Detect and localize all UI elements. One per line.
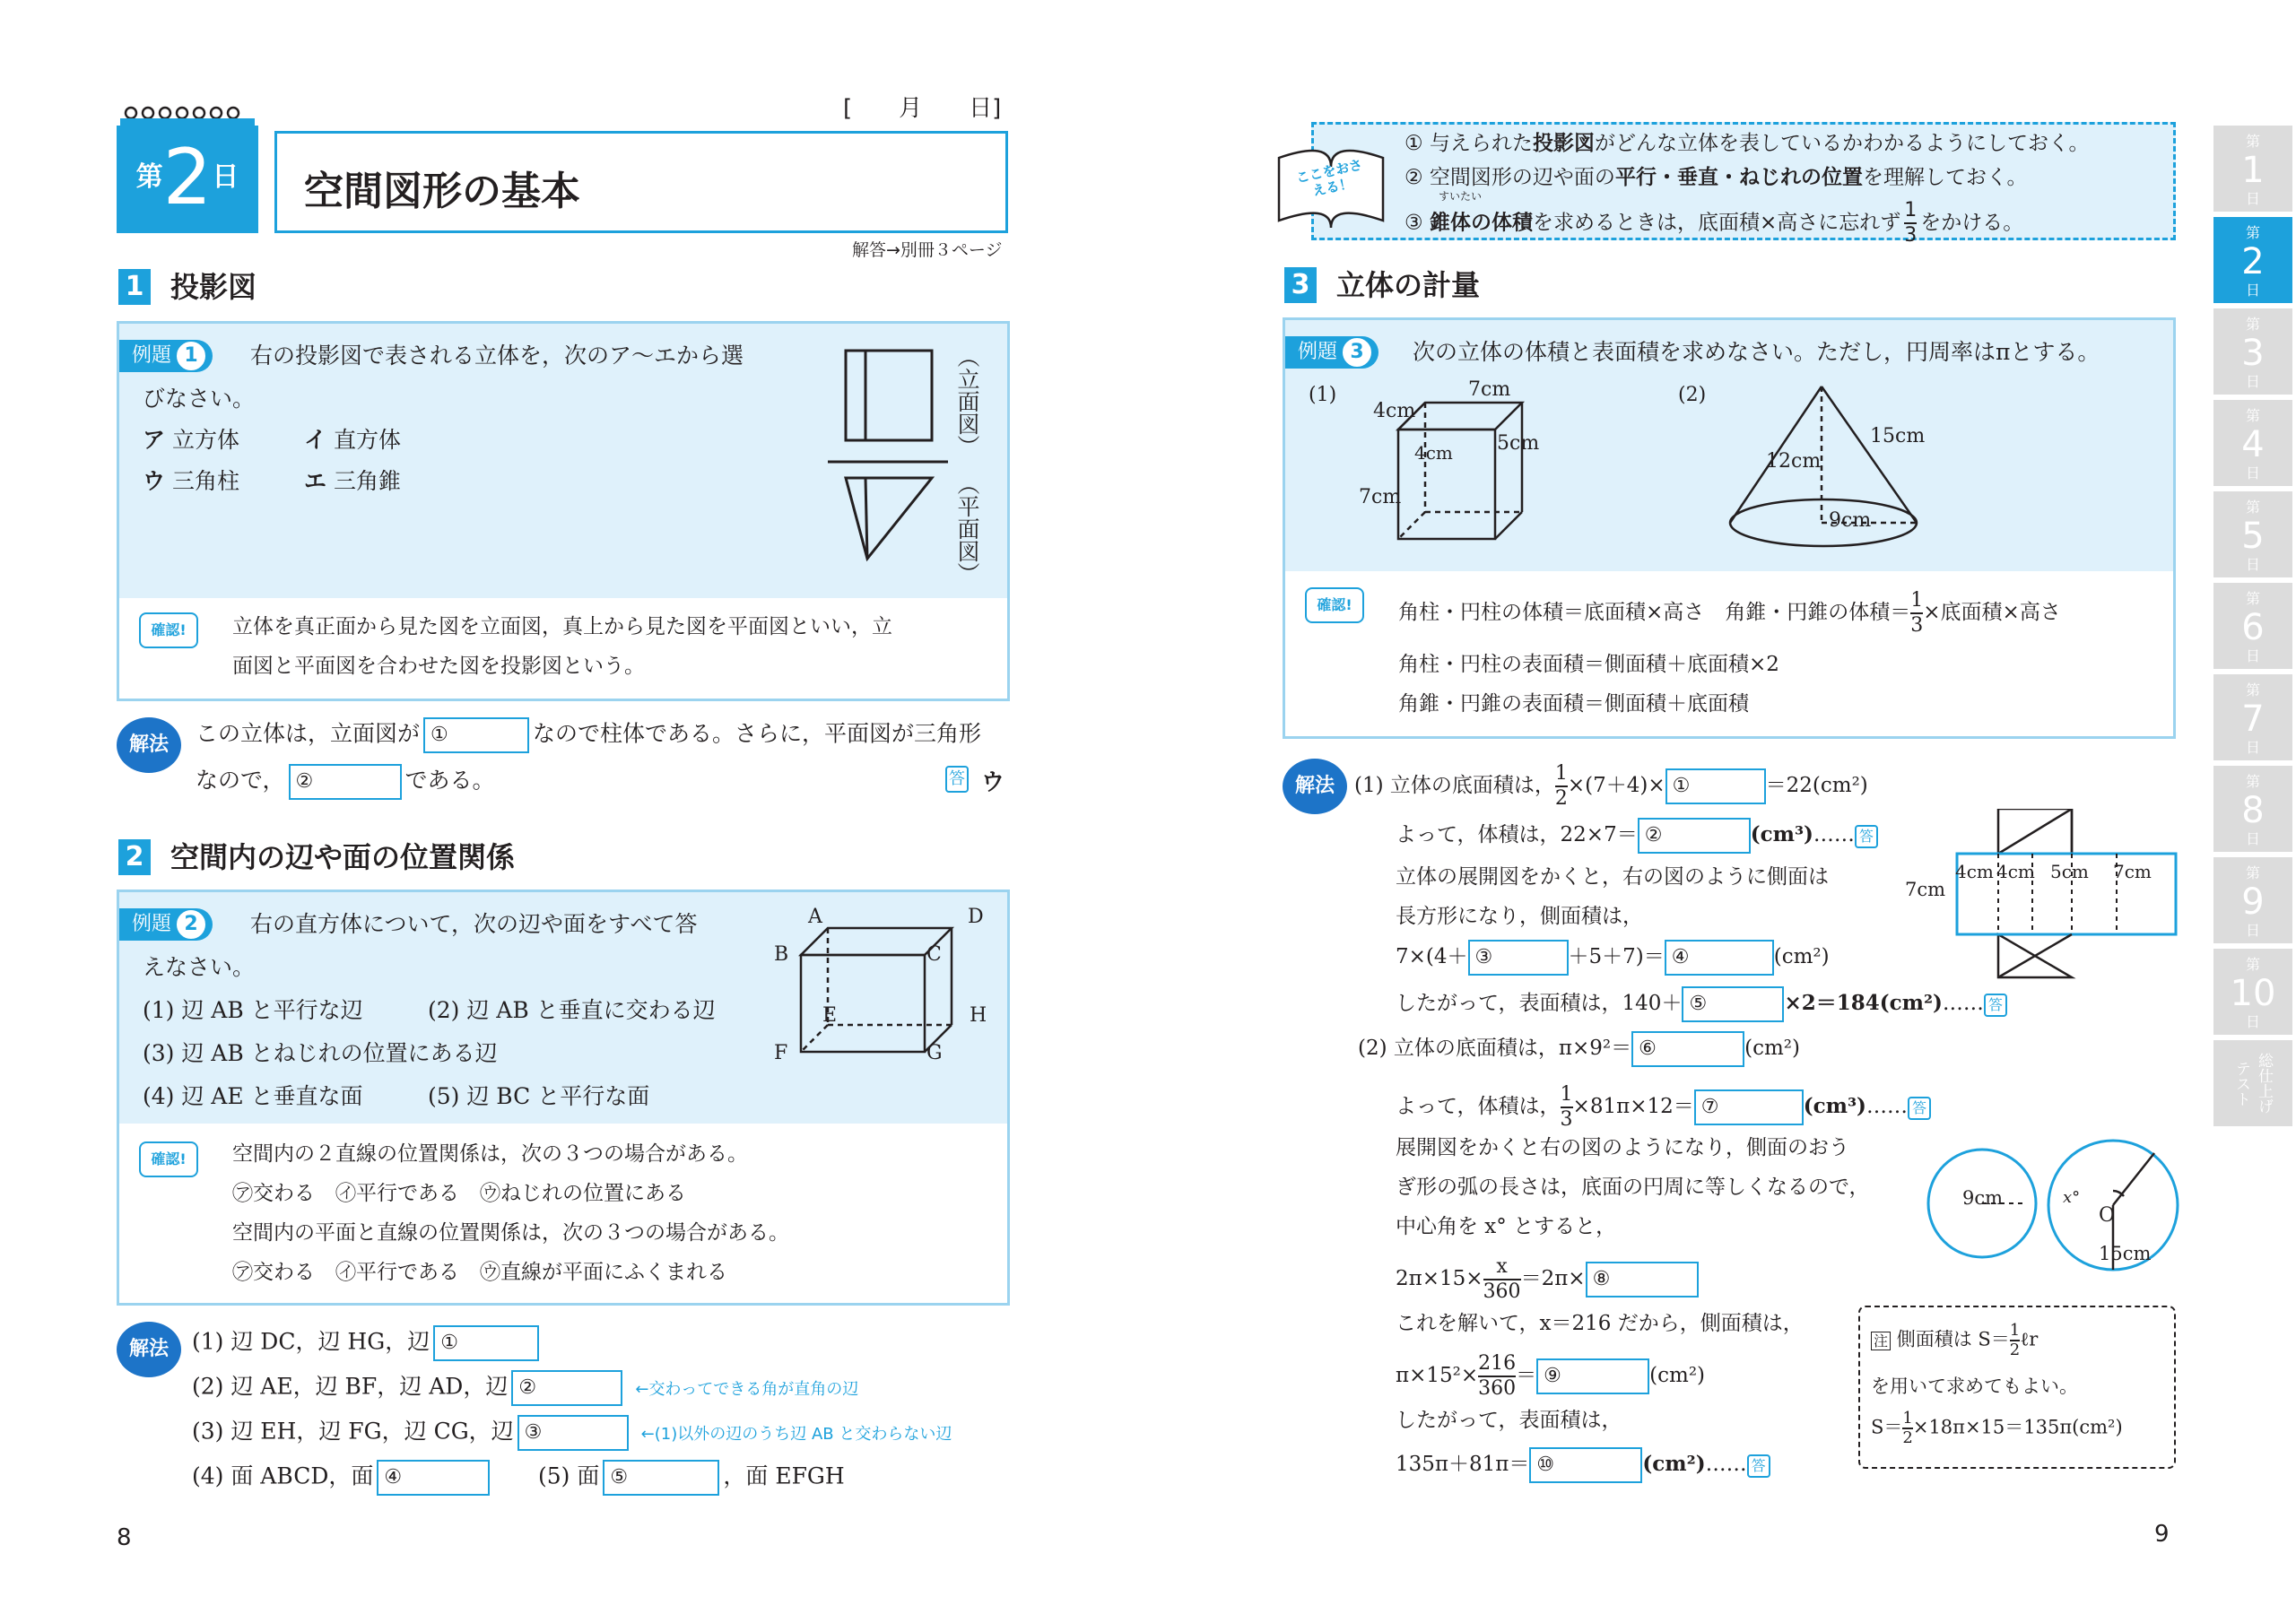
section2-number: 2 xyxy=(118,839,151,875)
example2-tag: 例題 2 xyxy=(119,908,213,941)
example2-box xyxy=(117,890,1010,1306)
cuboid-figure xyxy=(765,901,998,1081)
check3-line3: 角錐・円錐の表面積＝側面積＋底面積 xyxy=(1398,692,1749,716)
solution1-tag: 解法 xyxy=(117,717,181,773)
sol3-row11: 中心角を x° とすると， xyxy=(1396,1215,1617,1238)
day-badge xyxy=(117,126,258,233)
example3-question: 次の立体の体積と表面積を求めなさい。ただし，円周率はπとする。 xyxy=(1413,339,2100,365)
date-field[interactable]: [ 月 日] xyxy=(843,95,1002,122)
sol3-row15: したがって，表面積は， xyxy=(1396,1409,1622,1432)
solution1-line2: なので， ② である。 xyxy=(196,764,495,800)
sol3-row16: 135π＋81π＝ ⑩ (cm²)…… 答 xyxy=(1396,1447,1770,1483)
section1-title: 投影図 xyxy=(170,270,257,304)
example1-tag: 例題 1 xyxy=(119,340,213,372)
fig1-dim-left: 4cm xyxy=(1373,400,1416,422)
answer-value-1: ウ xyxy=(981,769,1005,796)
solution3-tag: 解法 xyxy=(1283,759,1347,814)
sol3-row7: (2) 立体の底面積は，π×9²＝ ⑥ (cm²) xyxy=(1358,1031,1800,1067)
vertex-F: F xyxy=(774,1042,788,1064)
option-i: イ 直方体 xyxy=(304,427,401,453)
tab-day-6[interactable]: 第 6 日 xyxy=(2213,583,2292,669)
vertex-E: E xyxy=(822,1004,838,1027)
fig1-dim-height: 7cm xyxy=(1359,486,1402,508)
check1-line2: 面図と平面図を合わせた図を投影図という。 xyxy=(232,655,645,678)
check-icon: 確認! xyxy=(139,612,202,666)
check-icon: 確認! xyxy=(139,1141,202,1195)
section2-title: 空間内の辺や面の位置関係 xyxy=(170,840,516,874)
sol3-row8: よって，体積は， $\frac{1}{3}$ ×81π×12＝ ⑦ (cm³)…… 答 xyxy=(1396,1083,1931,1132)
answer-box-3-9[interactable]: ⑨ xyxy=(1536,1358,1649,1394)
check2-line2: ㋐交わる ㋑平行である ㋒ねじれの位置にある xyxy=(232,1182,686,1205)
key-point-3: ③ 錐体の体積を求めるときは，底面積×高さに忘れず $\frac{1}{3}$ をかける。 xyxy=(1405,199,2024,247)
solution2-line3: (3) 辺 EH，辺 FG，辺 CG，辺 ③ ←(1)以外の辺のうち辺 AB と交わらない辺 xyxy=(192,1415,952,1451)
answer-box-3-5[interactable]: ⑤ xyxy=(1682,986,1784,1022)
answer-box-s2-5[interactable]: ⑤ xyxy=(603,1460,719,1496)
sol3-row3: 立体の展開図をかくと，右の図のように側面は xyxy=(1396,865,1829,889)
net1-a: 4cm xyxy=(1955,861,1994,882)
net1-height: 7cm xyxy=(1905,879,1946,900)
check3-line1: 角柱・円柱の体積＝底面積×高さ 角錐・円錐の体積＝ $\frac{1}{3}$ ×底面積×高さ xyxy=(1398,589,2061,637)
tab-day-5[interactable]: 第 5 日 xyxy=(2213,491,2292,577)
solution2-tag: 解法 xyxy=(117,1322,181,1377)
example2-question-line1: 右の直方体について，次の辺や面をすべて答 xyxy=(250,911,698,937)
key-point-1: ① 与えられた投影図がどんな立体を表しているかわかるようにしておく。 xyxy=(1405,132,2090,155)
answer-box-3-3[interactable]: ③ xyxy=(1468,940,1569,976)
answer-box-3-4[interactable]: ④ xyxy=(1665,940,1774,976)
answer-mark-1: 答 xyxy=(945,766,969,793)
tab-day-2[interactable]: 第 2 日 xyxy=(2213,217,2292,303)
question2-2: (2) 辺 AB と垂直に交わる辺 xyxy=(428,997,716,1023)
example3-box xyxy=(1283,317,2176,739)
sol3-row12: 2π×15× $\frac{x}{360}$ ＝2π× ⑧ xyxy=(1396,1255,1699,1304)
tab-day-10[interactable]: 第 10 日 xyxy=(2213,949,2292,1035)
answer-reference: 解答→別冊３ページ xyxy=(852,240,1003,260)
check2-line3: 空間内の平面と直線の位置関係は，次の３つの場合がある。 xyxy=(232,1221,789,1245)
answer-box-3-2[interactable]: ② xyxy=(1638,818,1751,854)
vertex-C: C xyxy=(926,943,942,966)
option-e: エ 三角錐 xyxy=(304,468,401,494)
section3-title: 立体の計量 xyxy=(1336,268,1481,302)
vertex-A: A xyxy=(808,906,822,928)
example1-question-line2: びなさい。 xyxy=(143,386,256,412)
answer-box-s2-1[interactable]: ① xyxy=(433,1325,539,1361)
solution2-line5: (5) 面 ⑤ ，面 EFGH xyxy=(538,1460,845,1496)
option-u: ウ 三角柱 xyxy=(143,468,239,494)
check1-line1: 立体を真正面から見た図を立面図，真上から見た図を平面図といい，立 xyxy=(232,615,892,638)
answer-box-s2-2[interactable]: ② xyxy=(511,1370,622,1406)
projection-figure xyxy=(828,343,953,568)
tab-day-8[interactable]: 第 8 日 xyxy=(2213,766,2292,852)
sol3-row9: 展開図をかくと右の図のようになり，側面のおう xyxy=(1396,1136,1849,1159)
answer-box-1[interactable]: ① xyxy=(423,717,529,753)
section1-number: 1 xyxy=(118,269,151,305)
net1-b: 4cm xyxy=(1996,861,2035,882)
answer-box-s2-4[interactable]: ④ xyxy=(377,1460,490,1496)
tab-day-4[interactable]: 第 4 日 xyxy=(2213,400,2292,486)
answer-box-3-8[interactable]: ⑧ xyxy=(1586,1262,1699,1298)
fig1-dim-inner: 4cm xyxy=(1414,442,1453,464)
example1-box xyxy=(117,321,1010,701)
example1-question-line1: 右の投影図で表される立体を，次のア～エから選 xyxy=(250,343,744,369)
key-point-2: ② 空間図形の辺や面の平行・垂直・ねじれの位置を理解しておく。 xyxy=(1405,166,2028,189)
net2-slant: 15cm xyxy=(2099,1243,2152,1264)
net1-d: 7cm xyxy=(2113,861,2152,882)
page-number-left: 8 xyxy=(117,1524,132,1551)
tab-day-3[interactable]: 第 3 日 xyxy=(2213,308,2292,395)
koko-icon: ここをおさえる！ xyxy=(1274,131,1388,231)
sol3-row6: したがって，表面積は，140＋ ⑤ ×2＝184(cm²)…… 答 xyxy=(1396,986,2007,1022)
net1-c: 5cm xyxy=(2050,861,2089,882)
solution2-line4: (4) 面 ABCD，面 ④ xyxy=(192,1460,490,1496)
answer-box-s2-3[interactable]: ③ xyxy=(517,1415,629,1451)
solution2-line2: (2) 辺 AE，辺 BF，辺 AD，辺 ② ←交わってできる角が直角の辺 xyxy=(192,1370,858,1406)
example3-tag: 例題 3 xyxy=(1285,336,1378,369)
net2-radius: 9cm xyxy=(1962,1187,2004,1209)
answer-box-3-6[interactable]: ⑥ xyxy=(1631,1031,1744,1067)
net2-angle: x° xyxy=(2063,1188,2081,1207)
fig2-dim-slant: 15cm xyxy=(1870,425,1926,447)
answer-box-3-7[interactable]: ⑦ xyxy=(1694,1089,1804,1125)
sol3-row14: π×15²× $\frac{216}{360}$ ＝ ⑨ (cm²) xyxy=(1396,1352,1706,1400)
question2-4: (4) 辺 AE と垂直な面 xyxy=(143,1083,363,1109)
key-point-3-ruby: すいたい xyxy=(1439,190,1483,203)
fig2-dim-radius: 9cm xyxy=(1829,509,1872,532)
day-number: 2 xyxy=(162,133,213,222)
solution1-line1: この立体は，立面図が ① なので柱体である。さらに，平面図が三角形 xyxy=(196,717,981,753)
note-line2: を用いて求めてもよい。 xyxy=(1871,1376,2078,1397)
check3-line2: 角柱・円柱の表面積＝側面積＋底面積×2 xyxy=(1398,653,1779,676)
page-title: 空間図形の基本 xyxy=(304,169,580,214)
check2-line4: ㋐交わる ㋑平行である ㋒直線が平面にふくまれる xyxy=(232,1261,727,1284)
fig1-dim-top: 7cm xyxy=(1468,378,1511,401)
question2-5: (5) 辺 BC と平行な面 xyxy=(428,1083,650,1109)
tab-final-test[interactable]: 総仕上げテスト xyxy=(2213,1040,2292,1126)
section3-number: 3 xyxy=(1284,267,1317,303)
sol3-row5: 7×(4＋ ③ ＋5＋7)＝ ④ (cm²) xyxy=(1396,940,1830,976)
net2-center: O xyxy=(2099,1204,2116,1227)
tab-day-9[interactable]: 第 9 日 xyxy=(2213,857,2292,943)
spiral-rings xyxy=(120,100,264,127)
label-elevation: （立面図） xyxy=(954,345,980,457)
prism-net-figure xyxy=(1952,809,2181,979)
note-box xyxy=(1858,1306,2176,1469)
question2-3: (3) 辺 AB とねじれの位置にある辺 xyxy=(143,1040,498,1066)
vertex-B: B xyxy=(774,943,789,966)
vertex-D: D xyxy=(968,906,984,928)
day-label-post: 日 xyxy=(212,161,239,193)
title-box xyxy=(274,131,1008,233)
question2-1: (1) 辺 AB と平行な辺 xyxy=(143,997,363,1023)
vertex-G: G xyxy=(926,1042,943,1064)
vertex-H: H xyxy=(970,1004,987,1027)
answer-box-2[interactable]: ② xyxy=(289,764,402,800)
tab-day-1[interactable]: 第 1 日 xyxy=(2213,126,2292,212)
answer-box-3-10[interactable]: ⑩ xyxy=(1529,1447,1642,1483)
cone-figure xyxy=(1725,379,1922,559)
fig1-dim-mid: 5cm xyxy=(1497,432,1540,455)
sol3-row10: ぎ形の弧の長さは，底面の円周に等しくなるので， xyxy=(1396,1176,1870,1199)
tab-day-7[interactable]: 第 7 日 xyxy=(2213,674,2292,760)
label-plan: （平面図） xyxy=(954,473,980,585)
sol3-row4: 長方形になり，側面積は， xyxy=(1396,905,1643,928)
note-line1: 注 側面積は S＝ $\frac{1}{2}$ ℓr xyxy=(1871,1322,2038,1359)
day-label-pre: 第 xyxy=(135,161,163,193)
solution2-line1: (1) 辺 DC，辺 HG，辺 ① xyxy=(192,1325,539,1361)
check-icon: 確認! xyxy=(1305,587,1368,641)
page-number-right: 9 xyxy=(2154,1521,2170,1548)
answer-box-3-1[interactable]: ① xyxy=(1665,768,1766,804)
figure2-label: (2) xyxy=(1678,384,1707,406)
fig2-dim-height: 12cm xyxy=(1766,450,1822,473)
sol3-row13: これを解いて，x＝216 だから，側面積は， xyxy=(1396,1312,1804,1335)
option-a: ア 立方体 xyxy=(143,427,239,453)
check2-line1: 空間内の２直線の位置関係は，次の３つの場合がある。 xyxy=(232,1142,748,1166)
figure1-label: (1) xyxy=(1309,384,1337,406)
example2-question-line2: えなさい。 xyxy=(143,954,256,980)
note-line3: S＝ $\frac{1}{2}$ ×18π×15＝135π(cm²) xyxy=(1871,1409,2123,1447)
sol3-row2: よって，体積は，22×7＝ ② (cm³)…… 答 xyxy=(1396,818,1878,854)
sol3-row1: (1) 立体の底面積は， $\frac{1}{2}$ ×(7＋4)× ① ＝22(cm²) xyxy=(1354,762,1868,810)
